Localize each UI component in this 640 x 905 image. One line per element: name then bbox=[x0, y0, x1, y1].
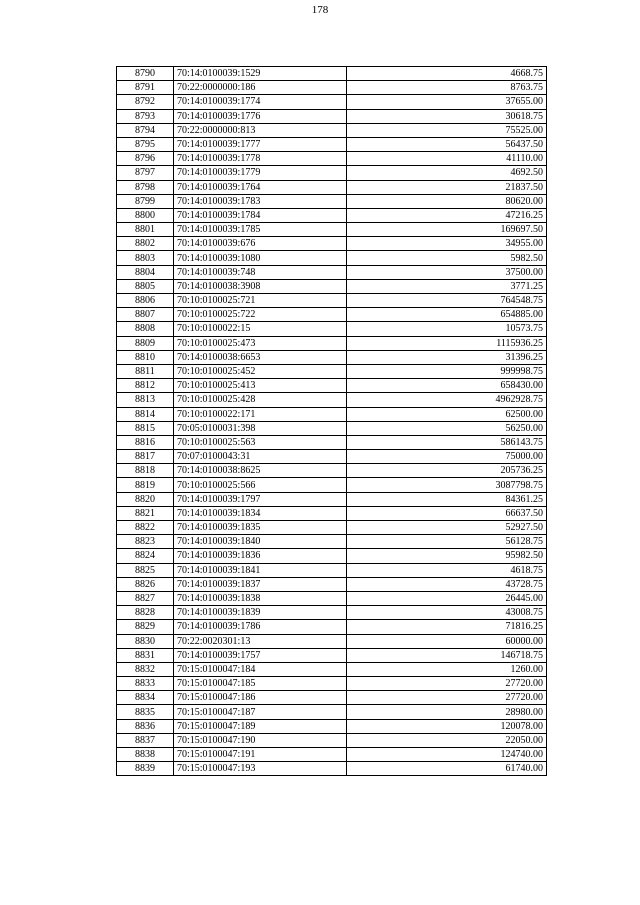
row-number: 8802 bbox=[117, 237, 174, 251]
row-number: 8819 bbox=[117, 478, 174, 492]
cadastral-number: 70:22:0020301:13 bbox=[174, 634, 347, 648]
amount: 4618.75 bbox=[347, 563, 547, 577]
table-row bbox=[117, 237, 547, 251]
row-number: 8823 bbox=[117, 535, 174, 549]
row-number: 8831 bbox=[117, 648, 174, 662]
table-row bbox=[117, 265, 547, 279]
table-row bbox=[117, 95, 547, 109]
amount: 47216.25 bbox=[347, 208, 547, 222]
row-number: 8828 bbox=[117, 606, 174, 620]
amount: 27720.00 bbox=[347, 677, 547, 691]
amount: 764548.75 bbox=[347, 294, 547, 308]
cadastral-number: 70:14:0100039:1839 bbox=[174, 606, 347, 620]
amount: 10573.75 bbox=[347, 322, 547, 336]
cadastral-number: 70:14:0100039:1841 bbox=[174, 563, 347, 577]
row-number: 8822 bbox=[117, 521, 174, 535]
cadastral-number: 70:14:0100039:1757 bbox=[174, 648, 347, 662]
table-row bbox=[117, 620, 547, 634]
cadastral-number: 70:14:0100039:1835 bbox=[174, 521, 347, 535]
cadastral-number: 70:07:0100043:31 bbox=[174, 450, 347, 464]
cadastral-number: 70:14:0100039:1834 bbox=[174, 506, 347, 520]
registry-table bbox=[116, 66, 547, 776]
row-number: 8800 bbox=[117, 208, 174, 222]
row-number: 8803 bbox=[117, 251, 174, 265]
row-number: 8824 bbox=[117, 549, 174, 563]
table-row bbox=[117, 322, 547, 336]
row-number: 8825 bbox=[117, 563, 174, 577]
amount: 52927.50 bbox=[347, 521, 547, 535]
row-number: 8830 bbox=[117, 634, 174, 648]
cadastral-number: 70:14:0100039:1777 bbox=[174, 137, 347, 151]
table-row bbox=[117, 208, 547, 222]
row-number: 8793 bbox=[117, 109, 174, 123]
row-number: 8809 bbox=[117, 336, 174, 350]
table-row bbox=[117, 350, 547, 364]
table-row bbox=[117, 137, 547, 151]
table-row bbox=[117, 549, 547, 563]
row-number: 8829 bbox=[117, 620, 174, 634]
row-number: 8816 bbox=[117, 435, 174, 449]
cadastral-number: 70:05:0100031:398 bbox=[174, 421, 347, 435]
amount: 75525.00 bbox=[347, 123, 547, 137]
registry-table-body bbox=[117, 67, 547, 776]
cadastral-number: 70:14:0100039:1838 bbox=[174, 591, 347, 605]
table-row bbox=[117, 421, 547, 435]
amount: 62500.00 bbox=[347, 407, 547, 421]
row-number: 8817 bbox=[117, 450, 174, 464]
amount: 43728.75 bbox=[347, 577, 547, 591]
cadastral-number: 70:14:0100039:1784 bbox=[174, 208, 347, 222]
amount: 56250.00 bbox=[347, 421, 547, 435]
table-row bbox=[117, 81, 547, 95]
amount: 5982.50 bbox=[347, 251, 547, 265]
table-row bbox=[117, 379, 547, 393]
row-number: 8826 bbox=[117, 577, 174, 591]
amount: 1115936.25 bbox=[347, 336, 547, 350]
amount: 84361.25 bbox=[347, 492, 547, 506]
amount: 41110.00 bbox=[347, 152, 547, 166]
amount: 4962928.75 bbox=[347, 393, 547, 407]
row-number: 8837 bbox=[117, 733, 174, 747]
row-number: 8821 bbox=[117, 506, 174, 520]
row-number: 8836 bbox=[117, 719, 174, 733]
cadastral-number: 70:14:0100039:1776 bbox=[174, 109, 347, 123]
amount: 3771.25 bbox=[347, 279, 547, 293]
row-number: 8808 bbox=[117, 322, 174, 336]
cadastral-number: 70:15:0100047:185 bbox=[174, 677, 347, 691]
row-number: 8814 bbox=[117, 407, 174, 421]
amount: 75000.00 bbox=[347, 450, 547, 464]
amount: 26445.00 bbox=[347, 591, 547, 605]
cadastral-number: 70:14:0100039:1764 bbox=[174, 180, 347, 194]
amount: 22050.00 bbox=[347, 733, 547, 747]
amount: 60000.00 bbox=[347, 634, 547, 648]
row-number: 8813 bbox=[117, 393, 174, 407]
table-row bbox=[117, 606, 547, 620]
cadastral-number: 70:14:0100038:8625 bbox=[174, 464, 347, 478]
cadastral-number: 70:10:0100025:721 bbox=[174, 294, 347, 308]
table-row bbox=[117, 223, 547, 237]
row-number: 8794 bbox=[117, 123, 174, 137]
amount: 56437.50 bbox=[347, 137, 547, 151]
table-row bbox=[117, 67, 547, 81]
table-row bbox=[117, 521, 547, 535]
amount: 4692.50 bbox=[347, 166, 547, 180]
table-row bbox=[117, 166, 547, 180]
table-row bbox=[117, 492, 547, 506]
cadastral-number: 70:15:0100047:187 bbox=[174, 705, 347, 719]
row-number: 8834 bbox=[117, 691, 174, 705]
amount: 658430.00 bbox=[347, 379, 547, 393]
table-row bbox=[117, 393, 547, 407]
cadastral-number: 70:14:0100039:1080 bbox=[174, 251, 347, 265]
row-number: 8832 bbox=[117, 662, 174, 676]
cadastral-number: 70:10:0100025:428 bbox=[174, 393, 347, 407]
cadastral-number: 70:15:0100047:186 bbox=[174, 691, 347, 705]
cadastral-number: 70:14:0100039:1785 bbox=[174, 223, 347, 237]
cadastral-number: 70:14:0100039:1783 bbox=[174, 194, 347, 208]
cadastral-number: 70:14:0100039:1774 bbox=[174, 95, 347, 109]
amount: 61740.00 bbox=[347, 762, 547, 776]
cadastral-number: 70:14:0100039:1840 bbox=[174, 535, 347, 549]
table-row bbox=[117, 691, 547, 705]
amount: 654885.00 bbox=[347, 308, 547, 322]
table-row bbox=[117, 294, 547, 308]
row-number: 8827 bbox=[117, 591, 174, 605]
table-row bbox=[117, 279, 547, 293]
cadastral-number: 70:14:0100038:3908 bbox=[174, 279, 347, 293]
row-number: 8820 bbox=[117, 492, 174, 506]
amount: 1260.00 bbox=[347, 662, 547, 676]
table-row bbox=[117, 563, 547, 577]
cadastral-number: 70:14:0100039:1836 bbox=[174, 549, 347, 563]
row-number: 8815 bbox=[117, 421, 174, 435]
row-number: 8801 bbox=[117, 223, 174, 237]
cadastral-number: 70:14:0100039:1837 bbox=[174, 577, 347, 591]
cadastral-number: 70:14:0100038:6653 bbox=[174, 350, 347, 364]
amount: 43008.75 bbox=[347, 606, 547, 620]
cadastral-number: 70:14:0100039:1779 bbox=[174, 166, 347, 180]
cadastral-number: 70:10:0100025:563 bbox=[174, 435, 347, 449]
cadastral-number: 70:10:0100025:413 bbox=[174, 379, 347, 393]
table-row bbox=[117, 748, 547, 762]
table-row bbox=[117, 450, 547, 464]
row-number: 8810 bbox=[117, 350, 174, 364]
cadastral-number: 70:14:0100039:1786 bbox=[174, 620, 347, 634]
cadastral-number: 70:10:0100025:722 bbox=[174, 308, 347, 322]
page-number: 178 bbox=[311, 4, 329, 16]
amount: 37500.00 bbox=[347, 265, 547, 279]
row-number: 8811 bbox=[117, 364, 174, 378]
cadastral-number: 70:10:0100025:473 bbox=[174, 336, 347, 350]
amount: 124740.00 bbox=[347, 748, 547, 762]
amount: 71816.25 bbox=[347, 620, 547, 634]
cadastral-number: 70:14:0100039:676 bbox=[174, 237, 347, 251]
table-row bbox=[117, 435, 547, 449]
table-row bbox=[117, 464, 547, 478]
amount: 146718.75 bbox=[347, 648, 547, 662]
cadastral-number: 70:15:0100047:190 bbox=[174, 733, 347, 747]
amount: 30618.75 bbox=[347, 109, 547, 123]
row-number: 8799 bbox=[117, 194, 174, 208]
row-number: 8805 bbox=[117, 279, 174, 293]
amount: 95982.50 bbox=[347, 549, 547, 563]
amount: 3087798.75 bbox=[347, 478, 547, 492]
cadastral-number: 70:15:0100047:189 bbox=[174, 719, 347, 733]
cadastral-number: 70:14:0100039:1529 bbox=[174, 67, 347, 81]
cadastral-number: 70:10:0100025:566 bbox=[174, 478, 347, 492]
row-number: 8833 bbox=[117, 677, 174, 691]
table-row bbox=[117, 733, 547, 747]
row-number: 8798 bbox=[117, 180, 174, 194]
amount: 56128.75 bbox=[347, 535, 547, 549]
row-number: 8839 bbox=[117, 762, 174, 776]
row-number: 8795 bbox=[117, 137, 174, 151]
amount: 169697.50 bbox=[347, 223, 547, 237]
table-row bbox=[117, 762, 547, 776]
table-row bbox=[117, 152, 547, 166]
amount: 37655.00 bbox=[347, 95, 547, 109]
cadastral-number: 70:15:0100047:193 bbox=[174, 762, 347, 776]
table-row bbox=[117, 180, 547, 194]
amount: 205736.25 bbox=[347, 464, 547, 478]
amount: 28980.00 bbox=[347, 705, 547, 719]
table-row bbox=[117, 662, 547, 676]
amount: 21837.50 bbox=[347, 180, 547, 194]
table-row bbox=[117, 677, 547, 691]
cadastral-number: 70:22:0000000:186 bbox=[174, 81, 347, 95]
row-number: 8791 bbox=[117, 81, 174, 95]
cadastral-number: 70:10:0100025:452 bbox=[174, 364, 347, 378]
table-row bbox=[117, 364, 547, 378]
amount: 999998.75 bbox=[347, 364, 547, 378]
amount: 586143.75 bbox=[347, 435, 547, 449]
table-row bbox=[117, 251, 547, 265]
amount: 80620.00 bbox=[347, 194, 547, 208]
table-row bbox=[117, 109, 547, 123]
amount: 8763.75 bbox=[347, 81, 547, 95]
table-row bbox=[117, 648, 547, 662]
row-number: 8797 bbox=[117, 166, 174, 180]
table-row bbox=[117, 634, 547, 648]
row-number: 8796 bbox=[117, 152, 174, 166]
table-row bbox=[117, 308, 547, 322]
table-row bbox=[117, 407, 547, 421]
row-number: 8807 bbox=[117, 308, 174, 322]
cadastral-number: 70:15:0100047:191 bbox=[174, 748, 347, 762]
row-number: 8790 bbox=[117, 67, 174, 81]
amount: 27720.00 bbox=[347, 691, 547, 705]
table-row bbox=[117, 336, 547, 350]
cadastral-number: 70:14:0100039:748 bbox=[174, 265, 347, 279]
table-row bbox=[117, 506, 547, 520]
table-row bbox=[117, 478, 547, 492]
cadastral-number: 70:14:0100039:1778 bbox=[174, 152, 347, 166]
row-number: 8804 bbox=[117, 265, 174, 279]
row-number: 8818 bbox=[117, 464, 174, 478]
amount: 31396.25 bbox=[347, 350, 547, 364]
cadastral-number: 70:10:0100022:15 bbox=[174, 322, 347, 336]
table-row bbox=[117, 123, 547, 137]
table-row bbox=[117, 535, 547, 549]
table-row bbox=[117, 194, 547, 208]
row-number: 8806 bbox=[117, 294, 174, 308]
table-row bbox=[117, 591, 547, 605]
row-number: 8812 bbox=[117, 379, 174, 393]
table-row bbox=[117, 577, 547, 591]
cadastral-number: 70:14:0100039:1797 bbox=[174, 492, 347, 506]
row-number: 8792 bbox=[117, 95, 174, 109]
amount: 34955.00 bbox=[347, 237, 547, 251]
cadastral-number: 70:15:0100047:184 bbox=[174, 662, 347, 676]
table-row bbox=[117, 719, 547, 733]
amount: 120078.00 bbox=[347, 719, 547, 733]
amount: 4668.75 bbox=[347, 67, 547, 81]
row-number: 8835 bbox=[117, 705, 174, 719]
amount: 66637.50 bbox=[347, 506, 547, 520]
table-row bbox=[117, 705, 547, 719]
cadastral-number: 70:10:0100022:171 bbox=[174, 407, 347, 421]
row-number: 8838 bbox=[117, 748, 174, 762]
cadastral-number: 70:22:0000000:813 bbox=[174, 123, 347, 137]
